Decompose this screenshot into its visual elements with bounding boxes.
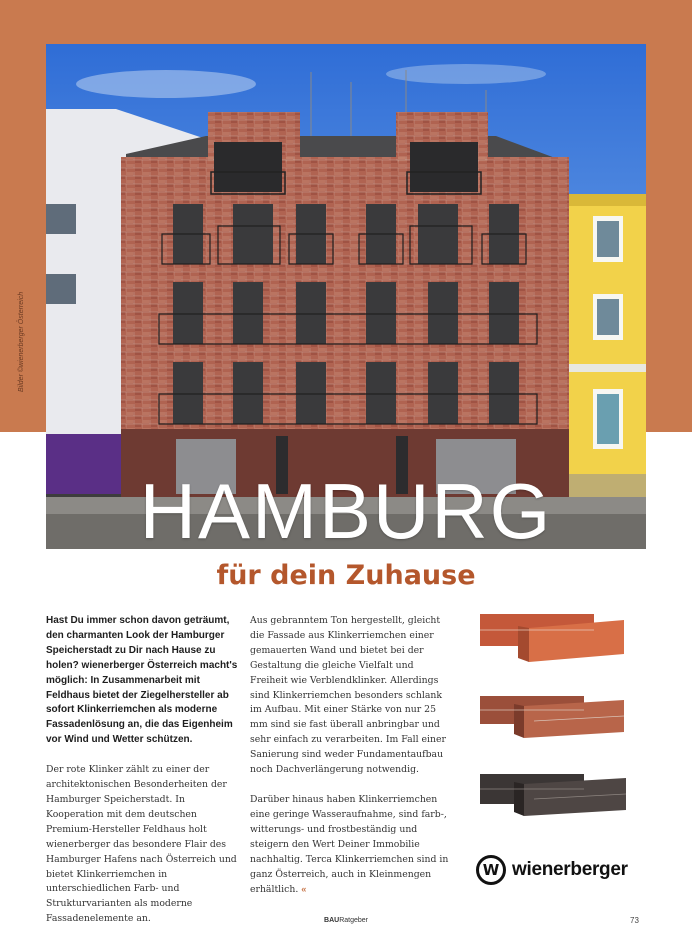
page-number: 73: [630, 916, 639, 925]
wienerberger-logo: [476, 855, 628, 885]
photo-credit: Bilder ©wienerberger Österreich: [18, 291, 25, 392]
footer-brand: BAURatgeber: [324, 917, 368, 924]
klinker-samples-image: [474, 606, 634, 836]
end-mark: «: [301, 884, 307, 895]
article-column-2: [250, 614, 450, 913]
page-subtitle: für dein Zuhause: [216, 560, 476, 591]
article-paragraph: Der rote Klinker zählt zu einer der architektonischen Besonderheiten der Hamburger Speicherstadt. In Kooperation mit dem deutschen Premium-Hersteller Feldhaus holt wienerberger das besondere Flair des Hamburger Hafens nach Österreich und bietet Klinkerriemchen in unterschiedlichen Farb- und Strukturvarianten als moderne Fassadenelemente an.: [46, 764, 237, 925]
article-paragraph: Aus gebranntem Ton hergestellt, gleicht die Fassade aus Klinkerriemchen einer gemauerten Wand und bietet bei der Gestaltung die gleiche Vielfalt und Freiheit wie Verblendklinker. Allerdings sind Klinkerriemchen besonders schlank im Aufbau. Mit einer Stärke von nur 25 mm sind sie fast überall anbringbar und sehr einfach zu verarbeiten. Im Fall einer Sanierung sind weder Fundamentaufbau noch Dachverlängerung notwendig.: [250, 615, 446, 776]
logo-wordmark: wienerberger: [512, 859, 628, 880]
logo-mark: W: [476, 855, 506, 885]
article-intro: Hast Du immer schon davon geträumt, den charmanten Look der Hamburger Speicherstadt zu Dir nach Hause zu holen? wienerberger Österreich macht's möglich: In Zusammenarbeit mit Feldhaus bietet der Ziegelhersteller ab sofort Klinkerriemchen als moderne Fassadenlösung an, die das Eigenheim vor Wind und Wetter schützen.: [46, 615, 238, 746]
page-title: HAMBURG: [139, 467, 553, 555]
article-paragraph: Darüber hinaus haben Klinkerriemchen eine geringe Wasseraufnahme, sind farb-, witterungs- und frostbeständig und steigern den Wert Deiner Immobilie nachhaltig. Terca Klinkerriemchen sind in ganz Österreich, auch in Kleinmengen erhältlich. «: [250, 793, 449, 896]
article-column-1: [46, 614, 242, 942]
